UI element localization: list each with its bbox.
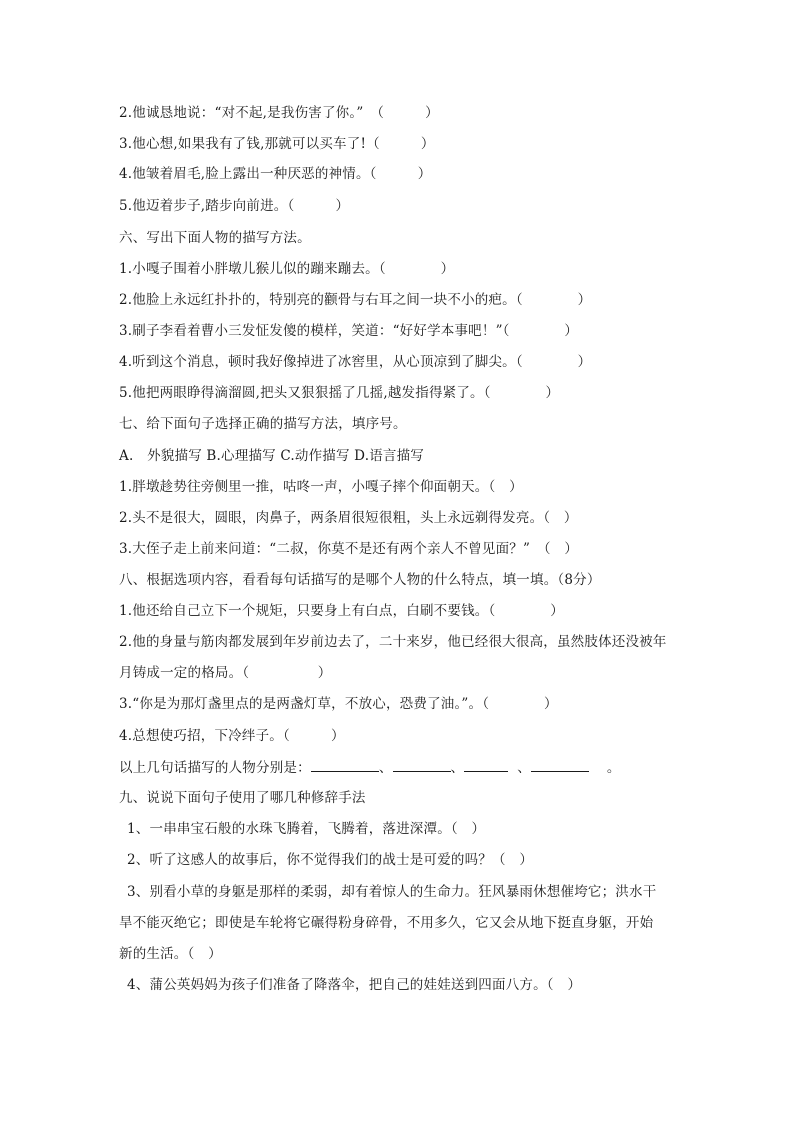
- rhetoric-question-continued: 旱不能灭绝它；即使是车轮将它碾得粉身碎骨，不用多久，它又会从地下挺直身躯，开始: [119, 915, 654, 931]
- question-line: 3.刷子李看着曹小三发怔发傻的模样，笑道：“好好学本事吧！”（ ）: [119, 323, 579, 339]
- answer-blank[interactable]: [311, 757, 379, 772]
- question-line: 3.大侄子走上前来问道：“二叔，你莫不是还有两个亲人不曾见面？” （ ）: [119, 541, 579, 557]
- question-line-continued: 月铸成一定的格局。（ ）: [119, 665, 332, 681]
- question-line: 3.“你是为那灯盏里点的是两盏灯草，不放心，恐费了油。”。（ ）: [119, 696, 558, 712]
- rhetoric-question: 3、别看小草的身躯是那样的柔弱，却有着惊人的生命力。狂风暴雨休想催垮它；洪水干: [127, 884, 657, 900]
- answer-blank[interactable]: [531, 757, 589, 772]
- question-line: 1.胖墩趁势往旁侧里一推，咕咚一声，小嘎子摔个仰面朝天。（ ）: [119, 479, 523, 495]
- summary-separator: 、: [517, 760, 531, 776]
- answer-blank[interactable]: [464, 757, 508, 772]
- section-heading: 九、说说下面句子使用了哪几种修辞手法: [119, 790, 366, 806]
- section-heading: 六、写出下面人物的描写方法。: [119, 230, 311, 246]
- question-line: 2.头不是很大，圆眼，肉鼻子，两条眉很短很粗，头上永远剃得发亮。（ ）: [119, 510, 578, 526]
- question-line: 1.他还给自己立下一个规矩，只要身上有白点，白刷不要钱。（ ）: [119, 603, 564, 619]
- section-heading: 七、给下面句子选择正确的描写方法，填序号。: [119, 416, 407, 432]
- question-line: 2.他的身量与筋肉都发展到年岁前边去了，二十来岁，他已经很大很高，虽然肢体还没被年: [119, 634, 667, 650]
- options-line: A. 外貌描写 B.心理描写 C.动作描写 D.语言描写: [119, 448, 424, 464]
- question-line: 3.他心想,如果我有了钱,那就可以买车了!（ ）: [119, 136, 435, 152]
- rhetoric-question: 4、蒲公英妈妈为孩子们准备了降落伞，把自己的娃娃送到四面八方。（ ）: [127, 977, 582, 993]
- summary-end: 。: [606, 760, 621, 776]
- rhetoric-question-continued: 新的生活。（ ）: [119, 946, 222, 962]
- question-line: 5.他把两眼睁得滴溜圆,把头又狠狠摇了几摇,越发指得紧了。（ ）: [119, 385, 560, 401]
- rhetoric-question: 2、听了这感人的故事后，你不觉得我们的战士是可爱的吗？（ ）: [127, 852, 534, 868]
- question-line: 1.小嘎子围着小胖墩儿猴儿似的蹦来蹦去。（ ）: [119, 261, 455, 277]
- question-line: 5.他迈着步子,踏步向前进。（ ）: [119, 198, 350, 214]
- summary-prefix: 以上几句话描写的人物分别是：: [119, 760, 311, 776]
- question-line: 4.听到这个消息，顿时我好像掉进了冰窖里，从心顶凉到了脚尖。（ ）: [119, 354, 592, 370]
- question-line: 4.总想使巧招，下冷绊子。（ ）: [119, 728, 345, 744]
- question-line: 2.他诚恳地说：“对不起,是我伤害了你。” （ ）: [119, 105, 439, 121]
- question-line: 4.他皱着眉毛,脸上露出一种厌恶的神情。（ ）: [119, 166, 432, 182]
- summary-separator: 、: [450, 760, 465, 776]
- summary-fill-line: [119, 757, 621, 778]
- question-line: 2.他脸上永远红扑扑的，特别亮的颧骨与右耳之间一块不小的疤。（ ）: [119, 292, 592, 308]
- summary-separator: 、: [378, 760, 393, 776]
- answer-blank[interactable]: [393, 757, 451, 772]
- section-heading: 八、根据选项内容，看看每句话描写的是哪个人物的什么特点，填一填。（8分）: [119, 572, 601, 588]
- rhetoric-question: 1、一串串宝石般的水珠飞腾着，飞腾着，落进深潭。（ ）: [127, 821, 486, 837]
